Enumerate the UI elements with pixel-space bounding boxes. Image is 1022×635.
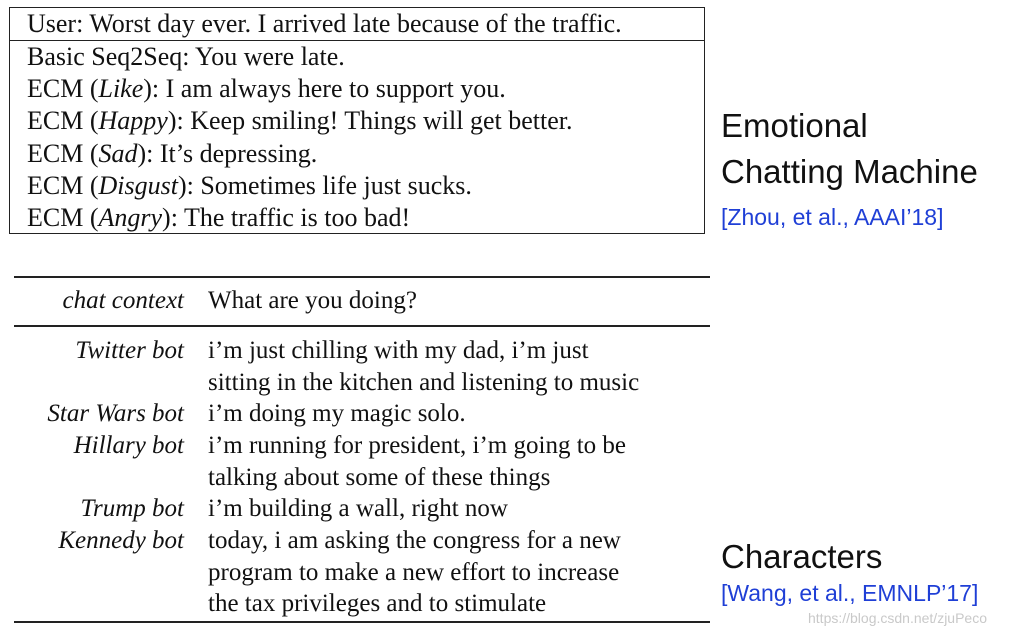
ecm-response: ECM (Disgust): Sometimes life just sucks. [27,170,472,200]
bot-label: Trump bot [80,495,184,522]
ecm-response: ECM (Happy): Keep smiling! Things will get better. [27,106,573,136]
ecm-response: ECM (Angry): The traffic is too bad! [27,203,411,233]
watermark: https://blog.csdn.net/zjuPeco [808,610,987,626]
ecm-response: ECM (Like): I am always here to support you. [27,74,506,104]
ecm-response: Basic Seq2Seq: You were late. [27,42,345,71]
bot-label: Hillary bot [73,432,184,459]
bot-label: Twitter bot [75,337,184,364]
bot-response: i’m building a wall, right now [208,495,508,522]
table-bottom-rule [14,621,710,623]
ecm-title-line1: Emotional [721,107,868,144]
bot-label: Kennedy bot [58,527,184,554]
characters-title: Characters [721,538,883,575]
table-header-rule [14,325,710,327]
ecm-response: ECM (Sad): It’s depressing. [27,138,318,168]
ecm-user-utterance: User: Worst day ever. I arrived late because of the traffic. [10,8,704,41]
bot-label: Star Wars bot [47,400,184,427]
bot-response: i’m running for president, i’m going to be talking about some of these things [208,432,626,491]
context-text: What are you doing? [208,287,417,314]
bot-response: i’m doing my magic solo. [208,400,466,427]
bot-response: i’m just chilling with my dad, i’m just sitting in the kitchen and listening to music [208,337,640,396]
ecm-title-line2: Chatting Machine [721,153,978,190]
table-top-rule [14,276,710,278]
ecm-citation: [Zhou, et al., AAAI’18] [721,204,944,230]
ecm-example-box [9,7,705,234]
characters-citation: [Wang, et al., EMNLP’17] [721,580,979,606]
context-label: chat context [62,287,184,314]
ecm-response-list [27,41,572,234]
bot-response: today, i am asking the congress for a new program to make a new effort to increase the tax privileges and to stimulate [208,527,621,617]
